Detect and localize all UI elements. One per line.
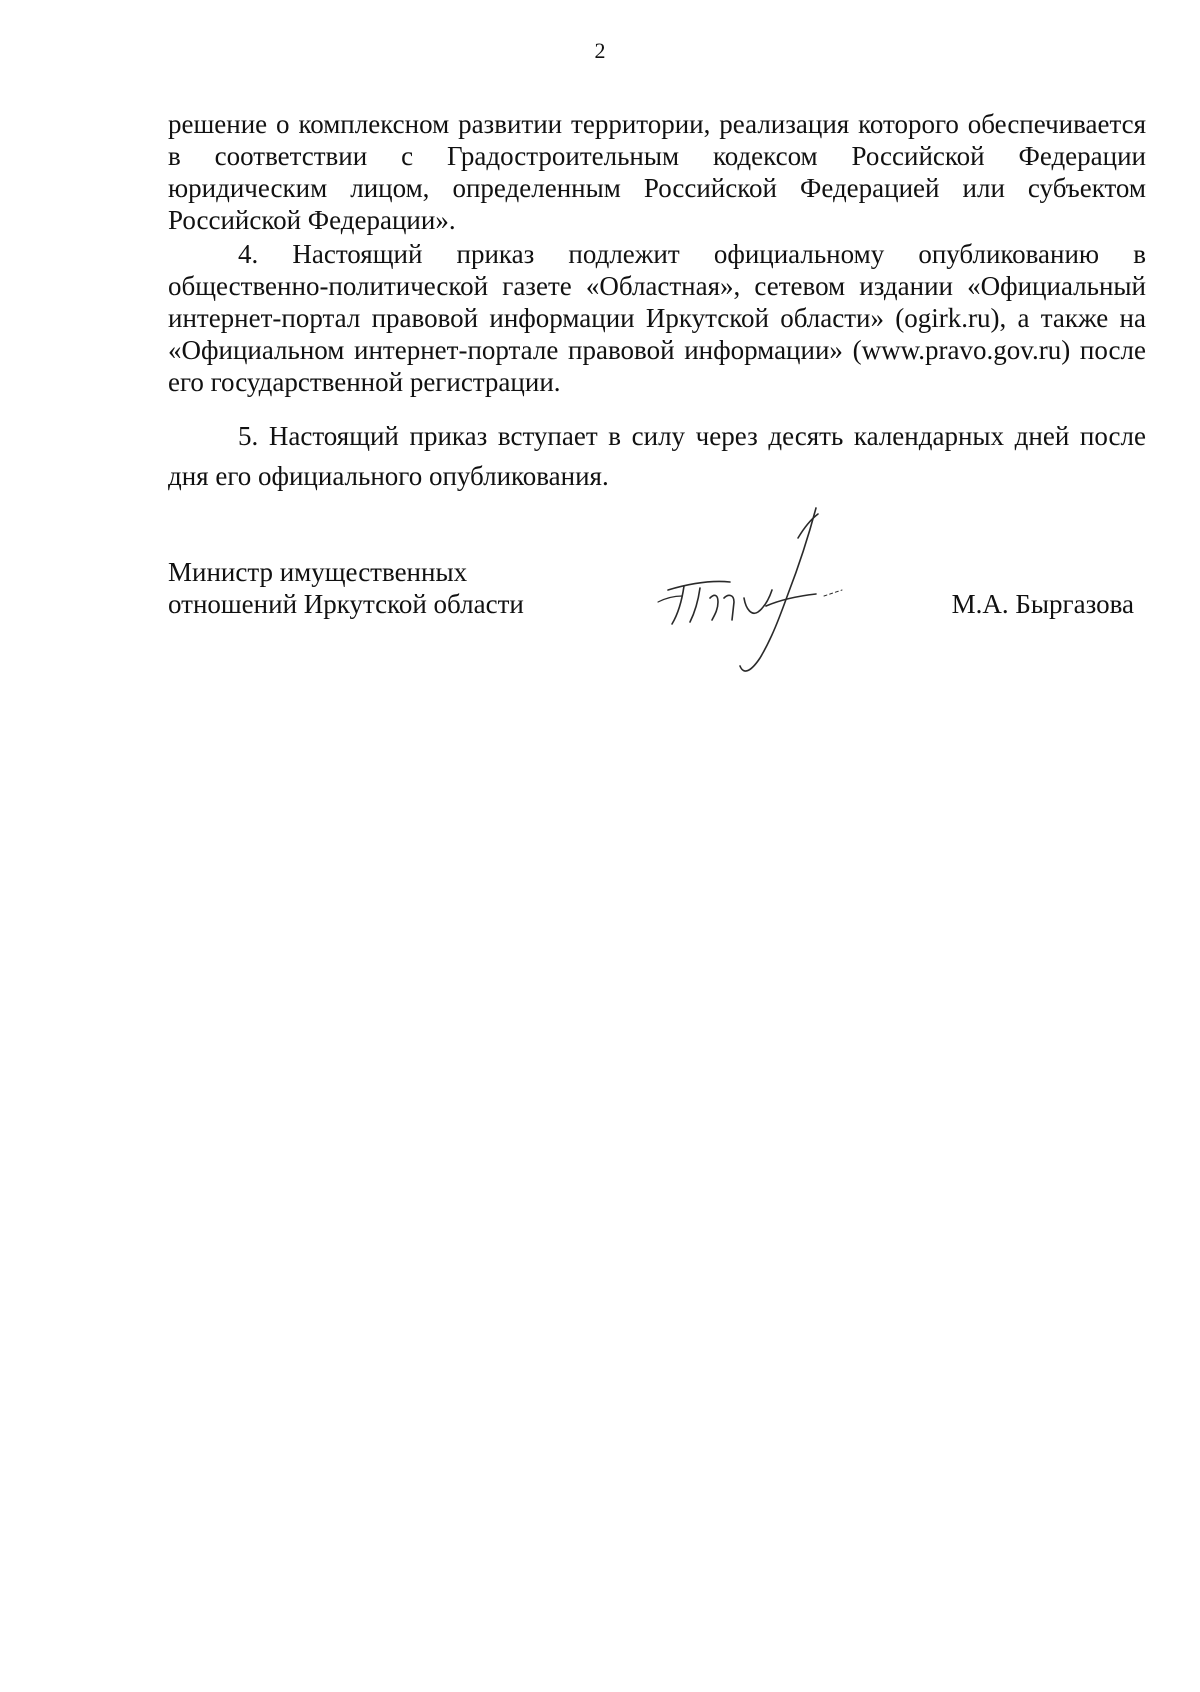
signature-mark-svg <box>648 498 868 698</box>
signatory-title-line-2: отношений Иркутской области <box>168 589 524 619</box>
handwritten-signature <box>648 498 868 698</box>
signature-block <box>168 548 1146 698</box>
paragraph-continuation: решение о комплексном развитии территории, реализация которого обеспечивается в соответствии с Градостроительным кодексом Российской Федерации юридическим лицом, определенным Российской Федерацией или субъектом Российской Федерации». <box>168 109 1146 235</box>
signatory-title <box>168 556 524 620</box>
paragraph-item-4: 4. Настоящий приказ подлежит официальному опубликованию в общественно-политической газете «Областная», сетевом издании «Официальный интернет-портал правовой информации Иркутской области» (ogirk.ru), а также на «Официальном интернет-портале правовой информации» (www.pravo.gov.ru) после его государственной регистрации. <box>168 239 1146 397</box>
signatory-title-line-1: Министр имущественных <box>168 557 468 587</box>
document-body <box>168 108 1146 496</box>
paragraph-item-5: 5. Настоящий приказ вступает в силу через десять календарных дней после дня его официального опубликования. <box>168 421 1146 491</box>
signatory-name: М.А. Быргазова <box>951 589 1134 619</box>
page-number: 2 <box>594 38 606 63</box>
